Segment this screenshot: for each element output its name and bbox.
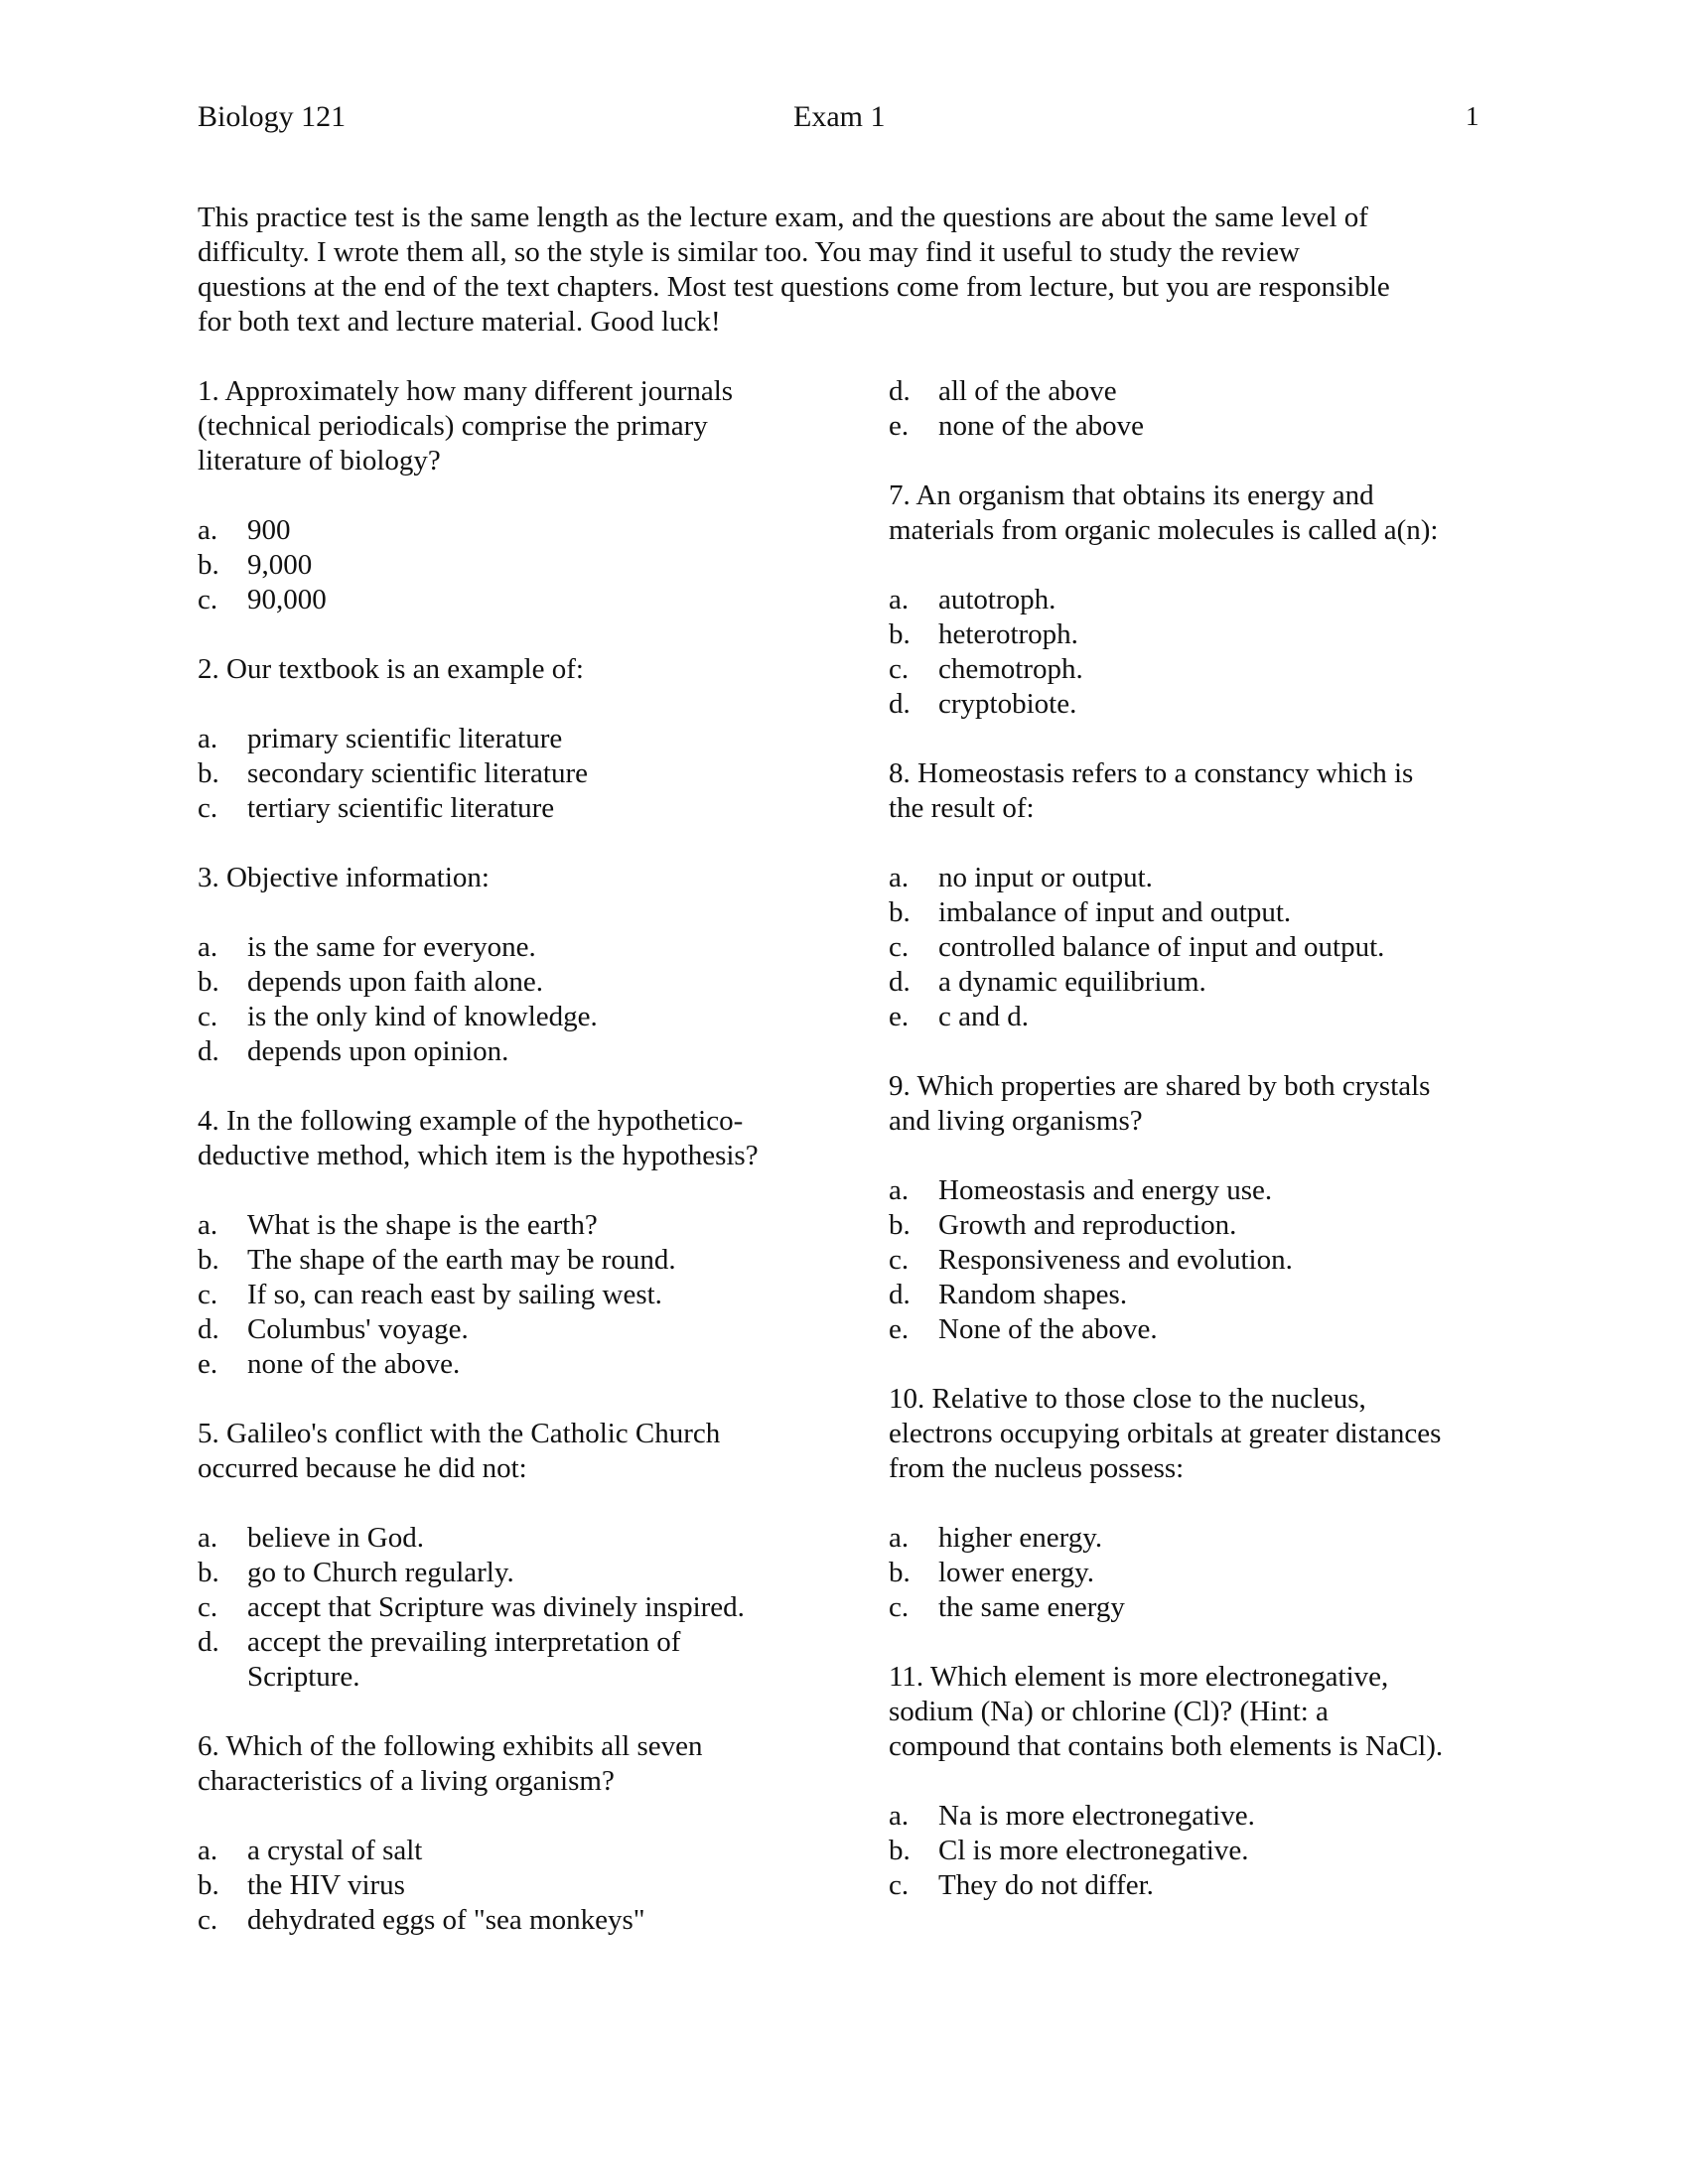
option-e <box>889 1312 1504 1347</box>
option-text: depends upon faith alone. <box>247 966 543 998</box>
option-text: None of the above. <box>938 1313 1158 1345</box>
option-letter: d. <box>889 688 911 720</box>
stem-line: sodium (Na) or chlorine (Cl)? (Hint: a <box>889 1696 1329 1727</box>
option-letter: b. <box>198 1244 219 1276</box>
option-text: dehydrated eggs of "sea monkeys" <box>247 1904 645 1936</box>
intro-line: difficulty. I wrote them all, so the style is similar too. You may find it useful to study the review <box>198 236 1300 268</box>
stem-line: compound that contains both elements is NaCl). <box>889 1730 1444 1762</box>
option-text: no input or output. <box>938 862 1153 893</box>
left-column <box>198 374 813 1973</box>
option-c <box>198 583 813 617</box>
question-1 <box>198 374 813 617</box>
option-b <box>198 756 813 791</box>
option-letter: d. <box>198 1313 219 1345</box>
question-stem <box>198 1417 813 1486</box>
option-a <box>198 722 813 756</box>
option-d <box>889 1278 1504 1312</box>
option-letter: c. <box>889 1869 910 1901</box>
option-text: Na is more electronegative. <box>938 1800 1255 1832</box>
option-letter: a. <box>198 514 218 546</box>
option-letter: b. <box>198 966 219 998</box>
stem-line: and living organisms? <box>889 1105 1143 1137</box>
option-letter: a. <box>198 1522 218 1554</box>
option-letter: c. <box>889 653 910 685</box>
option-text: They do not differ. <box>938 1869 1154 1901</box>
option-letter: a. <box>198 1835 218 1866</box>
option-text: lower energy. <box>938 1557 1095 1588</box>
option-letter: b. <box>198 549 219 581</box>
question-stem <box>889 1069 1504 1139</box>
option-a <box>198 513 813 548</box>
option-letter: c. <box>198 584 218 615</box>
stem-line: 7. An organism that obtains its energy and <box>889 479 1374 511</box>
option-text: accept that Scripture was divinely inspired. <box>247 1591 745 1623</box>
stem-line: 5. Galileo's conflict with the Catholic Church <box>198 1418 721 1449</box>
option-text: Cl is more electronegative. <box>938 1835 1249 1866</box>
option-b <box>889 1556 1504 1590</box>
stem-line: the result of: <box>889 792 1035 824</box>
option-text: 9,000 <box>247 549 313 581</box>
stem-line: 11. Which element is more electronegative, <box>889 1661 1389 1693</box>
question-8 <box>889 756 1504 1034</box>
option-letter: e. <box>889 410 910 442</box>
option-text: Responsiveness and evolution. <box>938 1244 1293 1276</box>
option-text: is the same for everyone. <box>247 931 536 963</box>
option-text: go to Church regularly. <box>247 1557 514 1588</box>
option-letter: b. <box>889 896 911 928</box>
question-stem <box>889 478 1504 548</box>
option-a <box>889 1799 1504 1834</box>
option-text: chemotroph. <box>938 653 1083 685</box>
stem-line: 2. Our textbook is an example of: <box>198 653 584 685</box>
option-letter: b. <box>889 1557 911 1588</box>
option-letter: d. <box>198 1626 219 1658</box>
option-c <box>889 930 1504 965</box>
option-letter: c. <box>889 1244 910 1276</box>
option-b <box>198 1868 813 1903</box>
option-text: is the only kind of knowledge. <box>247 1001 598 1032</box>
option-letter: b. <box>889 618 911 650</box>
right-column <box>889 374 1504 1938</box>
question-11 <box>889 1660 1504 1903</box>
option-text: Scripture. <box>247 1661 360 1693</box>
option-a <box>889 1173 1504 1208</box>
option-text: 900 <box>247 514 291 546</box>
option-letter: d. <box>889 966 911 998</box>
stem-line: deductive method, which item is the hypothesis? <box>198 1140 759 1171</box>
option-text: secondary scientific literature <box>247 757 589 789</box>
question-6-continued <box>889 374 1504 444</box>
option-b <box>198 1243 813 1278</box>
question-stem <box>889 1660 1504 1764</box>
question-stem <box>198 652 813 687</box>
option-text: controlled balance of input and output. <box>938 931 1385 963</box>
option-text: higher energy. <box>938 1522 1103 1554</box>
question-4 <box>198 1104 813 1382</box>
option-letter: d. <box>889 1279 911 1310</box>
option-a <box>198 930 813 965</box>
stem-line: 3. Objective information: <box>198 862 490 893</box>
option-b <box>889 617 1504 652</box>
option-letter: b. <box>889 1209 911 1241</box>
question-9 <box>889 1069 1504 1347</box>
option-b <box>198 965 813 1000</box>
option-c <box>889 1868 1504 1903</box>
option-text: none of the above <box>938 410 1144 442</box>
option-b <box>889 1834 1504 1868</box>
intro-line: questions at the end of the text chapters. Most test questions come from lecture, but you are responsible <box>198 271 1390 303</box>
option-a <box>198 1521 813 1556</box>
stem-line: 6. Which of the following exhibits all seven <box>198 1730 703 1762</box>
option-letter: c. <box>198 1591 218 1623</box>
option-b <box>198 548 813 583</box>
option-d <box>889 374 1504 409</box>
stem-line: materials from organic molecules is called a(n): <box>889 514 1439 546</box>
option-text: the same energy <box>938 1591 1125 1623</box>
option-text: The shape of the earth may be round. <box>247 1244 676 1276</box>
option-a <box>889 861 1504 895</box>
option-c <box>889 652 1504 687</box>
stem-line: 9. Which properties are shared by both crystals <box>889 1070 1431 1102</box>
option-text: believe in God. <box>247 1522 424 1554</box>
question-stem <box>198 374 813 478</box>
stem-line: 10. Relative to those close to the nucleus, <box>889 1383 1366 1415</box>
option-text: tertiary scientific literature <box>247 792 555 824</box>
question-3 <box>198 861 813 1069</box>
option-text: cryptobiote. <box>938 688 1077 720</box>
option-letter: a. <box>889 1522 910 1554</box>
option-letter: a. <box>198 931 218 963</box>
option-letter: a. <box>889 862 910 893</box>
option-a <box>889 583 1504 617</box>
stem-line: 1. Approximately how many different journals <box>198 375 734 407</box>
option-a <box>889 1521 1504 1556</box>
option-letter: a. <box>889 584 910 615</box>
option-letter: a. <box>889 1174 910 1206</box>
option-letter: c. <box>198 1904 218 1936</box>
intro-line: This practice test is the same length as the lecture exam, and the questions are about the same level of <box>198 202 1368 233</box>
option-text: autotroph. <box>938 584 1056 615</box>
option-e <box>198 1347 813 1382</box>
option-text: Homeostasis and energy use. <box>938 1174 1273 1206</box>
option-text: Columbus' voyage. <box>247 1313 469 1345</box>
option-text: c and d. <box>938 1001 1029 1032</box>
option-text: What is the shape is the earth? <box>247 1209 598 1241</box>
stem-line: 4. In the following example of the hypothetico- <box>198 1105 744 1137</box>
question-6 <box>198 1729 813 1938</box>
option-c <box>889 1243 1504 1278</box>
option-c <box>889 1590 1504 1625</box>
option-letter: b. <box>198 1869 219 1901</box>
option-b <box>889 895 1504 930</box>
option-text: the HIV virus <box>247 1869 405 1901</box>
question-stem <box>198 861 813 895</box>
option-c <box>198 1590 813 1625</box>
option-text: all of the above <box>938 375 1117 407</box>
option-letter: d. <box>889 375 911 407</box>
stem-line: electrons occupying orbitals at greater distances <box>889 1418 1442 1449</box>
exam-title: Exam 1 <box>793 100 886 133</box>
option-text: 90,000 <box>247 584 327 615</box>
option-c <box>198 1000 813 1034</box>
option-letter: e. <box>889 1313 910 1345</box>
option-letter: c. <box>889 931 910 963</box>
option-letter: c. <box>198 1279 218 1310</box>
option-b <box>198 1556 813 1590</box>
stem-line: from the nucleus possess: <box>889 1452 1185 1484</box>
option-letter: e. <box>198 1348 218 1380</box>
stem-line: characteristics of a living organism? <box>198 1765 615 1797</box>
option-text: imbalance of input and output. <box>938 896 1292 928</box>
option-e <box>889 409 1504 444</box>
option-letter: b. <box>198 757 219 789</box>
option-letter: c. <box>198 792 218 824</box>
option-d <box>198 1034 813 1069</box>
option-text: primary scientific literature <box>247 723 563 754</box>
question-5 <box>198 1417 813 1695</box>
option-letter: c. <box>889 1591 910 1623</box>
option-text: a crystal of salt <box>247 1835 423 1866</box>
option-text: heterotroph. <box>938 618 1078 650</box>
option-letter: d. <box>198 1035 219 1067</box>
option-letter: a. <box>889 1800 910 1832</box>
option-b <box>889 1208 1504 1243</box>
question-2 <box>198 652 813 826</box>
option-c <box>198 791 813 826</box>
option-letter: a. <box>198 723 218 754</box>
option-text: Random shapes. <box>938 1279 1128 1310</box>
option-text: accept the prevailing interpretation of <box>247 1626 681 1658</box>
option-text: Growth and reproduction. <box>938 1209 1237 1241</box>
question-stem <box>198 1104 813 1173</box>
option-d <box>889 687 1504 722</box>
question-10 <box>889 1382 1504 1625</box>
option-a <box>198 1834 813 1868</box>
option-d <box>889 965 1504 1000</box>
option-letter: c. <box>198 1001 218 1032</box>
question-stem <box>889 1382 1504 1486</box>
question-stem <box>198 1729 813 1799</box>
option-e <box>889 1000 1504 1034</box>
option-text: If so, can reach east by sailing west. <box>247 1279 662 1310</box>
option-letter: a. <box>198 1209 218 1241</box>
option-d <box>198 1312 813 1347</box>
stem-line: occurred because he did not: <box>198 1452 527 1484</box>
option-text: none of the above. <box>247 1348 461 1380</box>
option-d <box>198 1625 813 1695</box>
option-text: a dynamic equilibrium. <box>938 966 1206 998</box>
option-c <box>198 1903 813 1938</box>
question-7 <box>889 478 1504 722</box>
option-letter: b. <box>889 1835 911 1866</box>
course-title: Biology 121 <box>198 100 347 133</box>
page-number: 1 <box>1466 101 1479 131</box>
stem-line: (technical periodicals) comprise the primary <box>198 410 708 442</box>
stem-line: 8. Homeostasis refers to a constancy which is <box>889 757 1414 789</box>
option-text: depends upon opinion. <box>247 1035 509 1067</box>
option-letter: b. <box>198 1557 219 1588</box>
intro-line: for both text and lecture material. Good luck! <box>198 306 721 338</box>
option-c <box>198 1278 813 1312</box>
question-stem <box>889 756 1504 826</box>
stem-line: literature of biology? <box>198 445 441 477</box>
intro-paragraph <box>198 201 1488 340</box>
option-a <box>198 1208 813 1243</box>
option-letter: e. <box>889 1001 910 1032</box>
